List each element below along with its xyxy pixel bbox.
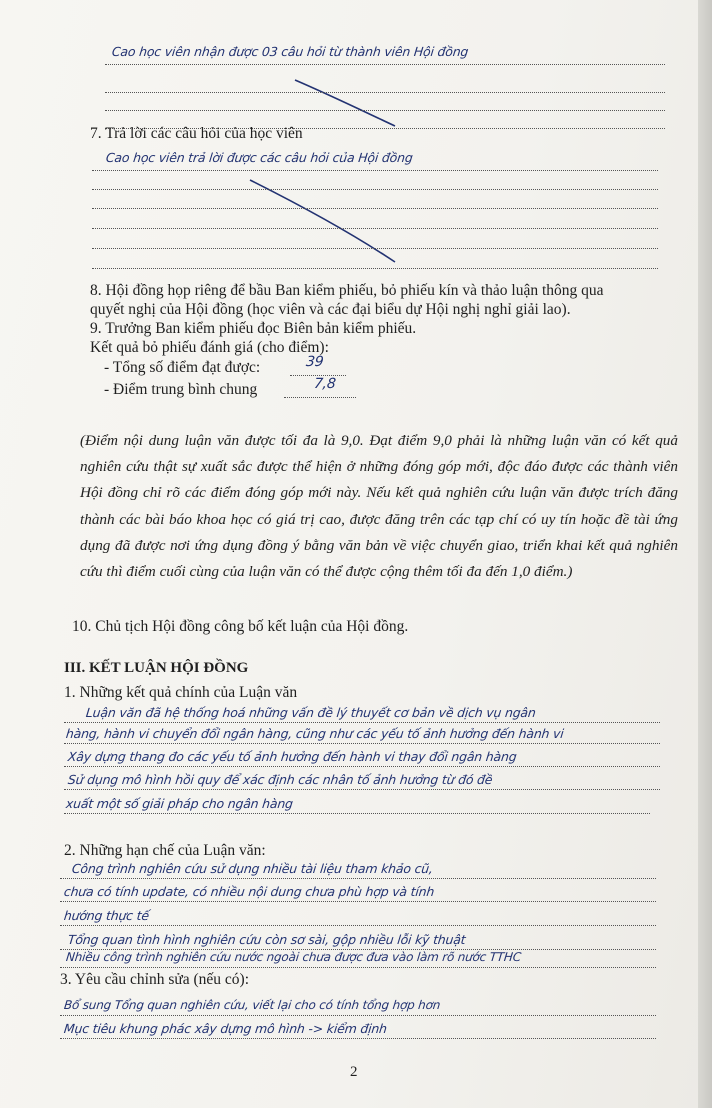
cross-out-stroke-1 bbox=[295, 80, 395, 126]
dotted-line bbox=[92, 170, 658, 171]
average-score-value: 7,8 bbox=[313, 376, 337, 392]
handwritten-answer-1: Cao học viên nhận được 03 câu hỏi từ thành viên Hội đồng bbox=[111, 44, 470, 59]
limitation-line-2: chưa có tính update, có nhiều nội dung chưa phù hợp và tính bbox=[63, 884, 435, 899]
handwritten-answer-2: Cao học viên trả lời được các câu hỏi của Hội đồng bbox=[105, 150, 414, 165]
total-score-label: - Tổng số điểm đạt được: bbox=[104, 359, 261, 376]
dotted-line bbox=[64, 743, 660, 744]
result-line-4: Sử dụng mô hình hồi quy để xác định các nhân tố ảnh hưởng từ đó đề bbox=[67, 772, 494, 787]
limitation-line-4: Tổng quan tình hình nghiên cứu còn sơ sài, gộp nhiều lỗi kỹ thuật bbox=[67, 932, 467, 947]
dotted-line bbox=[64, 766, 660, 767]
dotted-line bbox=[105, 92, 665, 93]
dotted-line bbox=[105, 110, 665, 111]
limitation-line-5: Nhiều công trình nghiên cứu nước ngoài chưa được đưa vào làm rõ nước TTHC bbox=[65, 950, 522, 964]
edit-line-1: Bổ sung Tổng quan nghiên cứu, viết lại cho có tính tổng hợp hơn bbox=[63, 998, 441, 1012]
result-line-3: Xây dựng thang đo các yếu tố ảnh hưởng đến hành vi thay đổi ngân hàng bbox=[67, 749, 518, 764]
cross-out-stroke-2 bbox=[250, 180, 395, 262]
dotted-line bbox=[64, 813, 650, 814]
limitation-line-1: Công trình nghiên cứu sử dụng nhiều tài liệu tham khảo cũ, bbox=[71, 861, 434, 876]
dotted-line bbox=[60, 1015, 656, 1016]
limitations-heading: 2. Những hạn chế của Luận văn: bbox=[64, 842, 266, 859]
dotted-line bbox=[60, 901, 656, 902]
item-8-line-2: quyết nghị của Hội đồng (học viên và các đại biểu dự Hội nghị nghỉ giải lao). bbox=[90, 301, 571, 318]
dotted-line bbox=[92, 268, 658, 269]
dotted-line bbox=[64, 789, 660, 790]
result-line-1: Luận văn đã hệ thống hoá những vấn đề lý thuyết cơ bản về dịch vụ ngân bbox=[85, 705, 537, 720]
dotted-line bbox=[60, 925, 656, 926]
dotted-line bbox=[284, 397, 356, 398]
result-line-2: hàng, hành vi chuyển đổi ngân hàng, cũng như các yếu tố ảnh hưởng đến hành vi bbox=[65, 726, 565, 741]
result-line-5: xuất một số giải pháp cho ngân hàng bbox=[65, 796, 294, 811]
item-7: 7. Trả lời các câu hỏi của học viên bbox=[90, 125, 303, 142]
dotted-line bbox=[60, 878, 656, 879]
dotted-line bbox=[60, 1038, 656, 1039]
dotted-line bbox=[60, 967, 656, 968]
item-8-line-1: 8. Hội đồng họp riêng để bầu Ban kiểm phiếu, bỏ phiếu kín và thảo luận thông qua bbox=[90, 282, 604, 299]
results-heading: 1. Những kết quả chính của Luận văn bbox=[64, 684, 298, 701]
average-score-label: - Điểm trung bình chung bbox=[104, 381, 258, 398]
dotted-line bbox=[92, 208, 658, 209]
dotted-line bbox=[92, 228, 658, 229]
total-score-value: 39 bbox=[305, 354, 325, 370]
dotted-line bbox=[92, 248, 658, 249]
scoring-note: (Điểm nội dung luận văn được tối đa là 9,0. Đạt điểm 9,0 phải là những luận văn có kết quả nghiên cứu thật sự xuất sắc được thể hiện ở những đóng góp mới, độc đáo được các thành viên Hội đồng chỉ rõ các điểm đóng góp mới này. Nếu kết quả nghiên cứu luận văn được trích đăng thành các bài báo khoa học có giá trị cao, được đăng trên các tạp chí có uy tín hoặc đề tài ứng dụng đã được nơi ứng dụng đồng ý bằng văn bản về việc chuyển giao, triển khai kết quả nghiên cứu thì điểm cuối cùng của luận văn có thể được cộng thêm tối đa đến 1,0 điểm.) bbox=[80, 432, 678, 581]
limitation-line-3: hướng thực tế bbox=[63, 908, 150, 923]
dotted-line bbox=[105, 64, 665, 65]
item-10: 10. Chủ tịch Hội đồng công bố kết luận của Hội đồng. bbox=[72, 618, 409, 635]
edits-heading: 3. Yêu cầu chỉnh sửa (nếu có): bbox=[60, 971, 250, 988]
item-9: 9. Trưởng Ban kiểm phiếu đọc Biên bản kiểm phiếu. bbox=[90, 320, 417, 337]
page-number: 2 bbox=[350, 1064, 358, 1080]
voting-result-label: Kết quả bỏ phiếu đánh giá (cho điểm): bbox=[90, 339, 329, 356]
dotted-line bbox=[92, 189, 658, 190]
dotted-line bbox=[64, 722, 660, 723]
edit-line-2: Mục tiêu khung phác xây dựng mô hình -> kiểm định bbox=[63, 1021, 388, 1036]
section-3-heading: III. KẾT LUẬN HỘI ĐỒNG bbox=[64, 660, 249, 676]
